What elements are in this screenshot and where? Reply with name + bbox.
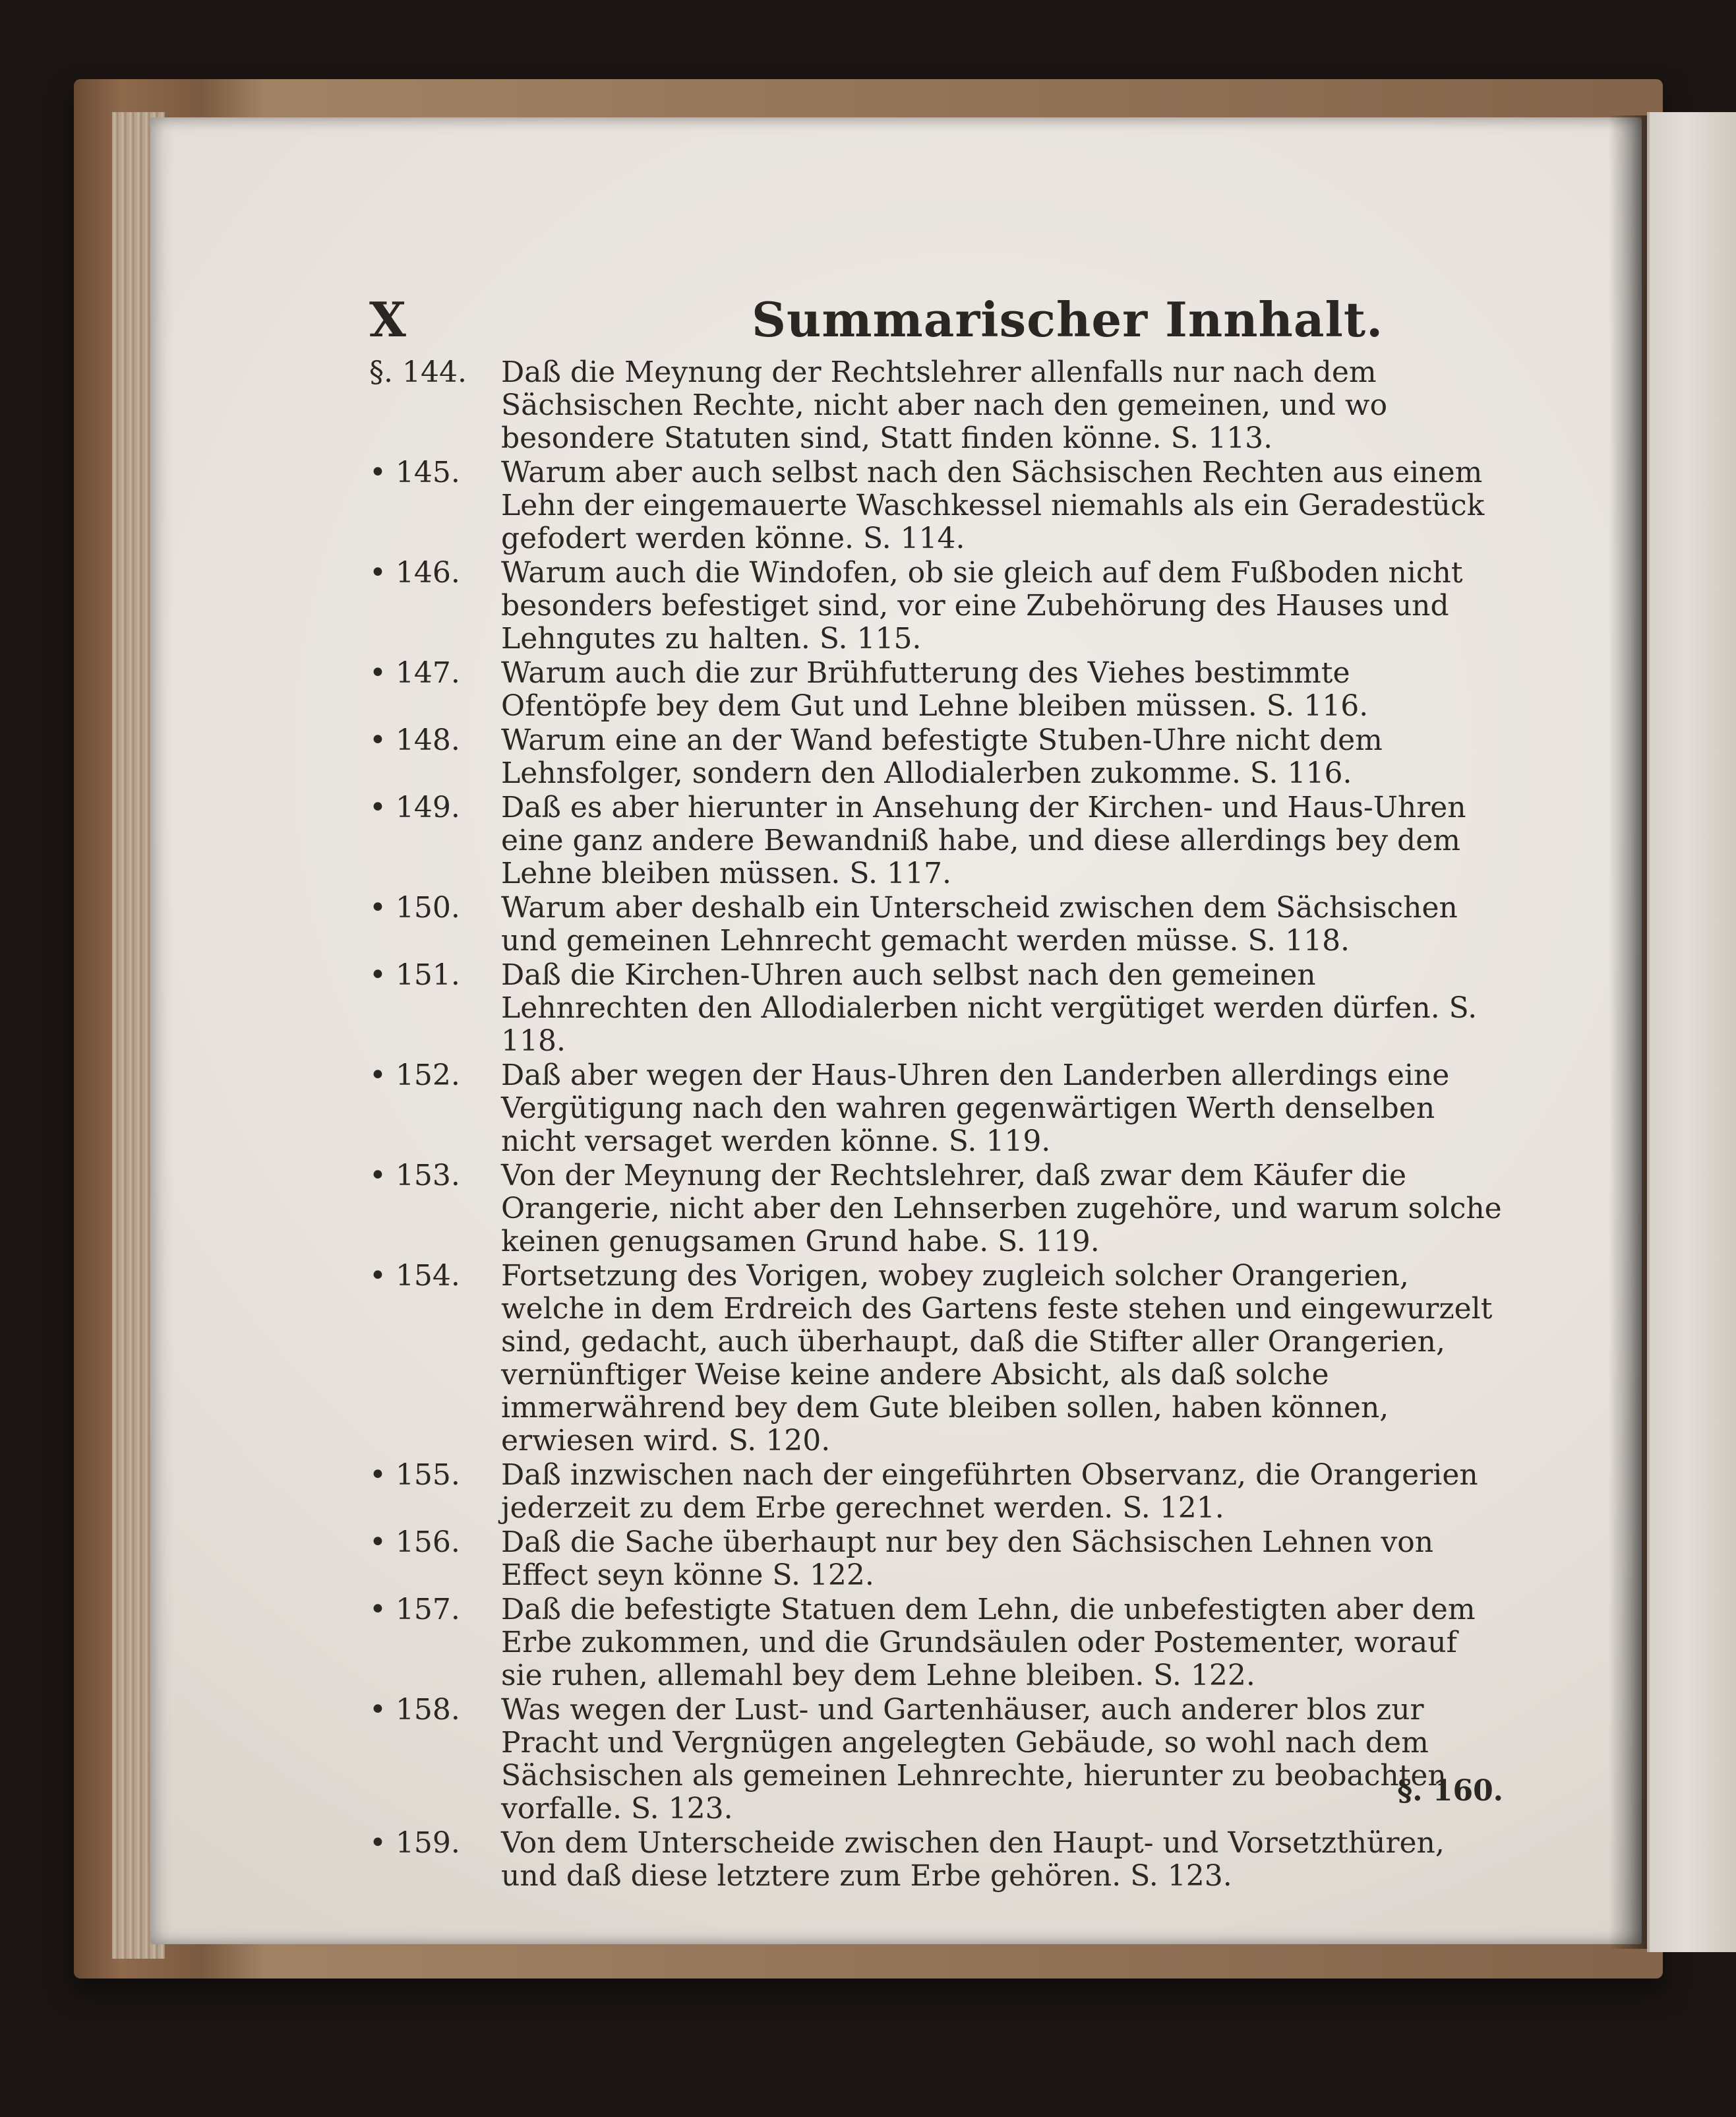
entry-148 <box>369 724 1503 790</box>
entry-151 <box>369 959 1503 1058</box>
entry-152 <box>369 1059 1503 1158</box>
entry-text: Warum auch die zur Brühfutterung des Viehes bestimmte Ofentöpfe bey dem Gut und Lehne bleiben müssen. S. 116. <box>501 656 1369 723</box>
entry-number: §. 144. <box>369 355 467 389</box>
entry-number: • 151. <box>369 958 460 992</box>
entry-number: • 154. <box>369 1259 460 1293</box>
page-header <box>369 284 1503 356</box>
entry-text: Von dem Unterscheide zwischen den Haupt- und Vorsetzthüren, und daß diese letztere zum Erbe gehören. S. 123. <box>501 1826 1445 1893</box>
entry-text: Daß die Kirchen-Uhren auch selbst nach den gemeinen Lehnrechten den Allodialerben nicht vergütiget werden dürfen. S. 118. <box>501 958 1478 1058</box>
entry-text: Daß es aber hierunter in Ansehung der Kirchen- und Haus-Uhren eine ganz andere Bewandniß habe, und diese allerdings bey dem Lehne bleiben müssen. S. 117. <box>501 791 1466 890</box>
entry-text: Warum eine an der Wand befestigte Stuben-Uhre nicht dem Lehnsfolger, sondern den Allodialerben zukomme. S. 116. <box>501 723 1383 790</box>
entry-number: • 150. <box>369 891 460 925</box>
entry-146 <box>369 557 1503 656</box>
entry-text: Daß die Sache überhaupt nur bey den Sächsischen Lehnen von Effect seyn könne S. 122. <box>501 1525 1434 1592</box>
entry-number: • 153. <box>369 1159 460 1192</box>
entry-153 <box>369 1159 1503 1258</box>
page-title: Summarischer Innhalt. <box>752 291 1384 348</box>
entry-number: • 159. <box>369 1826 460 1860</box>
entry-text: Was wegen der Lust- und Gartenhäuser, auch anderer blos zur Pracht und Vergnügen angelegten Gebäude, so wohl nach dem Sächsischen als gemeinen Lehnrechte, hierunter zu beobachten vorfalle. S. 123. <box>501 1693 1447 1826</box>
summary-entries <box>369 356 1503 1893</box>
entry-154 <box>369 1260 1503 1457</box>
entry-number: • 148. <box>369 723 460 757</box>
entry-145 <box>369 456 1503 555</box>
entry-144 <box>369 356 1503 455</box>
entry-number: • 157. <box>369 1593 460 1626</box>
entry-158 <box>369 1694 1503 1826</box>
entry-number: • 156. <box>369 1525 460 1559</box>
entry-text: Warum aber deshalb ein Unterscheid zwischen dem Sächsischen und gemeinen Lehnrecht gemacht werden müsse. S. 118. <box>501 891 1458 958</box>
entry-number: • 147. <box>369 656 460 690</box>
entry-156 <box>369 1526 1503 1592</box>
page-number: X <box>369 291 407 348</box>
entry-text: Warum auch die Windofen, ob sie gleich auf dem Fußboden nicht besonders befestiget sind, vor eine Zubehörung des Hauses und Lehngutes zu halten. S. 115. <box>501 556 1463 656</box>
entry-text: Fortsetzung des Vorigen, wobey zugleich solcher Orangerien, welche in dem Erdreich des Gartens feste stehen und eingewurzelt sind, gedacht, auch überhaupt, daß die Stifter aller Orangerien, vernünftiger Weise keine andere Absicht, als daß solche immerwährend bey dem Gute bleiben sollen, haben können, erwiesen wird. S. 120. <box>501 1259 1493 1457</box>
entry-157 <box>369 1593 1503 1692</box>
entry-text: Von der Meynung der Rechtslehrer, daß zwar dem Käufer die Orangerie, nicht aber den Lehnserben zugehöre, und warum solche keinen genugsamen Grund habe. S. 119. <box>501 1159 1502 1258</box>
entry-150 <box>369 892 1503 958</box>
entry-number: • 152. <box>369 1058 460 1092</box>
entry-159 <box>369 1827 1503 1893</box>
entry-155 <box>369 1459 1503 1525</box>
page-text <box>369 284 1503 1894</box>
entry-number: • 158. <box>369 1693 460 1727</box>
right-page-edge <box>1647 112 1736 1952</box>
entry-147 <box>369 657 1503 723</box>
entry-number: • 146. <box>369 556 460 590</box>
catchword: §. 160. <box>1397 1774 1503 1808</box>
entry-149 <box>369 791 1503 890</box>
entry-text: Daß die befestigte Statuen dem Lehn, die unbefestigten aber dem Erbe zukommen, und die Grundsäulen oder Postementer, worauf sie ruhen, allemahl bey dem Lehne bleiben. S. 122. <box>501 1593 1476 1692</box>
entry-text: Daß die Meynung der Rechtslehrer allenfalls nur nach dem Sächsischen Rechte, nicht aber nach den gemeinen, und wo besondere Statuten sind, Statt finden könne. S. 113. <box>501 355 1388 455</box>
entry-text: Daß aber wegen der Haus-Uhren den Landerben allerdings eine Vergütigung nach den wahren gegenwärtigen Werth denselben nicht versaget werden könne. S. 119. <box>501 1058 1450 1158</box>
entry-text: Warum aber auch selbst nach den Sächsischen Rechten aus einem Lehn der eingemauerte Waschkessel niemahls als ein Geradestück gefodert werden könne. S. 114. <box>501 456 1485 555</box>
entry-number: • 155. <box>369 1458 460 1492</box>
entry-text: Daß inzwischen nach der eingeführten Observanz, die Orangerien jederzeit zu dem Erbe gerechnet werden. S. 121. <box>501 1458 1478 1525</box>
entry-number: • 149. <box>369 791 460 824</box>
entry-number: • 145. <box>369 456 460 489</box>
